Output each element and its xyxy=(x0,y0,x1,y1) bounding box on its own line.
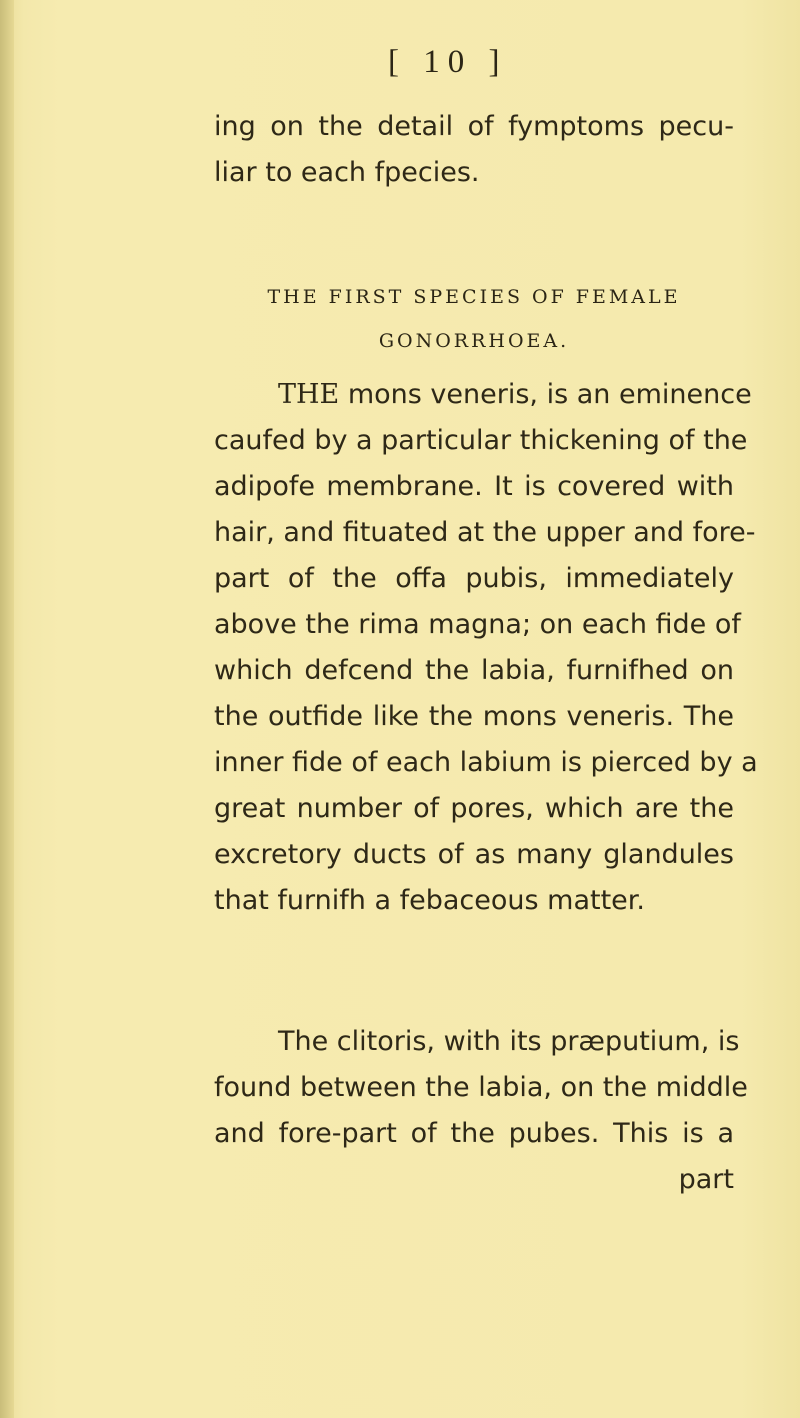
page-binding-edge xyxy=(0,0,14,1418)
text-line: above the rima magna; on each fide of xyxy=(214,609,741,640)
text-line: which defcend the labia, furnifhed on xyxy=(214,655,734,686)
text-line: part of the offa pubis, immediately xyxy=(214,563,734,594)
text-line: and fore-part of the pubes. This is a xyxy=(214,1118,734,1149)
first-line-rest: mons veneris, is an eminence xyxy=(339,379,752,410)
text-line: inner fide of each labium is pierced by a xyxy=(214,747,758,778)
text-line: liar to each fpecies. xyxy=(214,157,480,188)
text-line: that furnifh a febaceous matter. xyxy=(214,885,645,916)
text-line: excretory ducts of as many glandules xyxy=(214,839,734,870)
page-number: [ 10 ] xyxy=(388,44,508,80)
text-line: great number of pores, which are the xyxy=(214,793,734,824)
paragraph-first-word: THE xyxy=(278,379,340,410)
text-line: caufed by a particular thickening of the xyxy=(214,425,748,456)
text-line: the outfide like the mons veneris. The xyxy=(214,701,734,732)
text-line: ing on the detail of fymptoms pecu- xyxy=(214,111,734,142)
text-line: found between the labia, on the middle xyxy=(214,1072,748,1103)
catchword: part xyxy=(678,1164,734,1195)
text-line: The clitoris, with its præputium, is xyxy=(278,1026,740,1057)
section-heading-continued: GONORRHOEA. xyxy=(378,330,570,352)
text-line: adipofe membrane. It is covered with xyxy=(214,471,734,502)
text-line xyxy=(214,372,752,418)
text-line: hair, and fituated at the upper and fore- xyxy=(214,517,756,548)
section-heading: THE FIRST SPECIES OF FEMALE xyxy=(267,286,681,308)
intro-continuation xyxy=(214,104,734,196)
paragraph-mons-veneris xyxy=(214,372,758,924)
paragraph-clitoris xyxy=(214,1019,748,1203)
